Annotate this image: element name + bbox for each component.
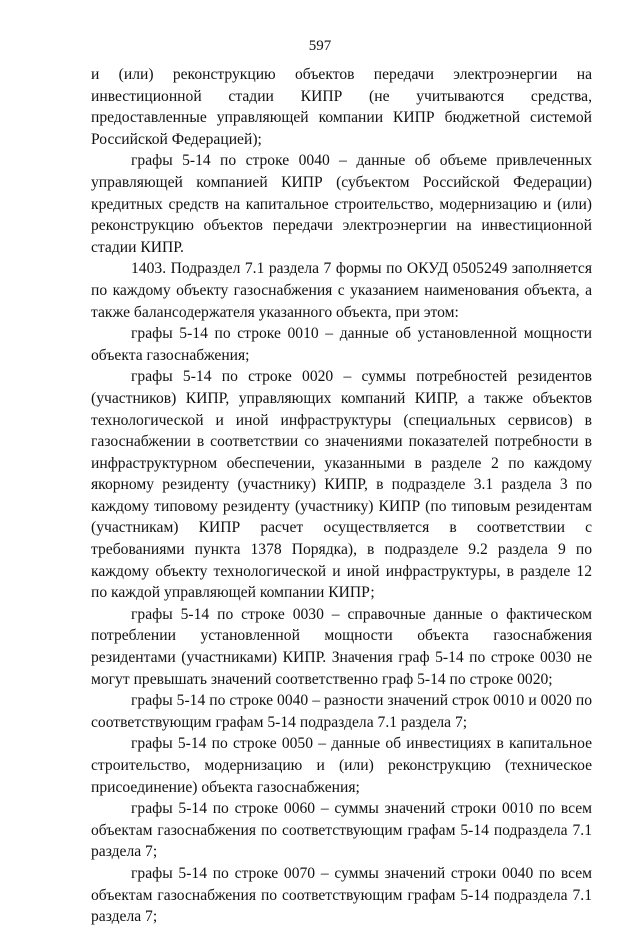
paragraph: 1403. Подраздел 7.1 раздела 7 формы по ОКУД 0505249 заполняется по каждому объекту газоснабжения с указанием наименования объекта, а также балансодержателя указанного объекта, при этом: (91, 260, 592, 321)
paragraph: графы 5-14 по строке 0040 – данные об объеме привлеченных управляющей компанией КИПР (субъектом Российской Федерации) кредитных средств на капитальное строительство, модернизацию и (или) реконструкцию объектов передачи электроэнергии на инвестиционной стадии КИПР. (91, 152, 592, 256)
paragraph: графы 5-14 по строке 0050 – данные об инвестициях в капитальное строительство, модернизацию и (или) реконструкцию (техническое присоединение) объекта газоснабжения; (91, 735, 592, 796)
document-body (91, 64, 592, 928)
paragraph: графы 5-14 по строке 0040 – разности значений строк 0010 и 0020 по соответствующим графам 5-14 подраздела 7.1 раздела 7; (91, 692, 592, 731)
paragraph: графы 5-14 по строке 0020 – суммы потребностей резидентов (участников) КИПР, управляющих компаний КИПР, а также объектов технологической и иной инфраструктуры (специальных сервисов) в газоснабжении в соответствии со значениями показателей потребности в инфраструктурном обеспечении, указанными в разделе 2 по каждому якорному резиденту (участнику) КИПР, в подразделе 3.1 раздела 3 по каждому типовому резиденту (участнику) КИПР (по типовым резидентам (участникам) КИПР расчет осуществляется в соответствии с требованиями пункта 1378 Порядка), в подразделе 9.2 раздела 9 по каждому объекту технологической и иной инфраструктуры, в разделе 12 по каждой управляющей компании КИПР; (91, 368, 592, 602)
paragraph: и (или) реконструкцию объектов передачи электроэнергии на инвестиционной стадии КИПР (не учитываются средства, предоставленные управляющей компании КИПР бюджетной системой Российской Федерацией); (91, 66, 592, 148)
paragraph: графы 5-14 по строке 0030 – справочные данные о фактическом потреблении установленной мощности объекта газоснабжения резидентами (участниками) КИПР. Значения граф 5-14 по строке 0030 не могут превышать значений соответственно граф 5-14 по строке 0020; (91, 605, 592, 688)
paragraph: графы 5-14 по строке 0060 – суммы значений строки 0010 по всем объектам газоснабжения по соответствующим графам 5-14 подраздела 7.1 раздела 7; (91, 800, 592, 861)
page-number: 597 (308, 38, 332, 54)
paragraph: графы 5-14 по строке 0070 – суммы значений строки 0040 по всем объектам газоснабжения по соответствующим графам 5-14 подраздела 7.1 раздела 7; (91, 864, 592, 926)
paragraph: графы 5-14 по строке 0010 – данные об установленной мощности объекта газоснабжения; (91, 325, 592, 364)
